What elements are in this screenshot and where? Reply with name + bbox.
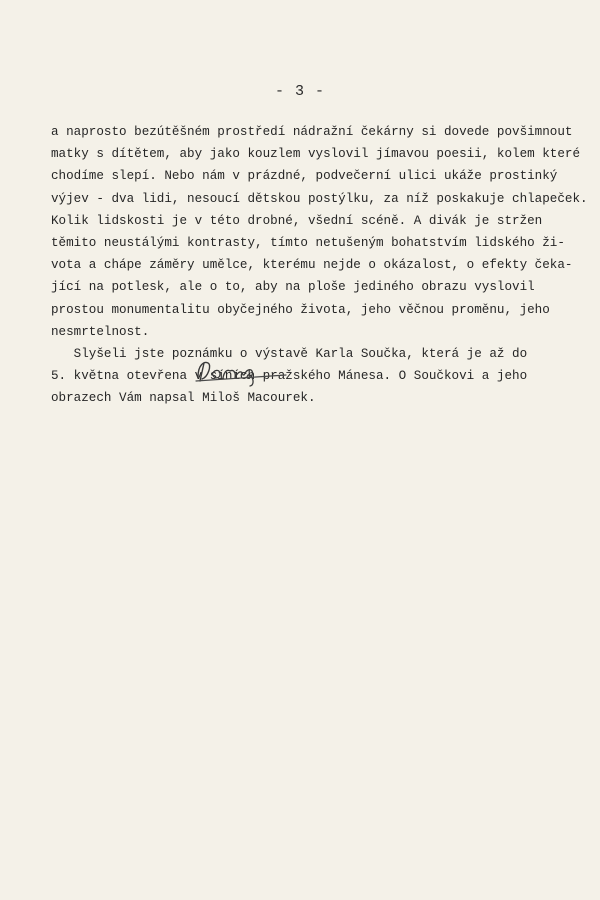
text-line: Slyšeli jste poznámku o výstavě Karla Součka, která je až do [51, 346, 528, 361]
text-line: vota a chápe záměry umělce, kterému nejde o okázalost, o efekty čeka- [51, 258, 573, 273]
text-line: matky s dítětem, aby jako kouzlem vyslovil jímavou poesii, kolem které [51, 147, 581, 162]
text-line: Kolik lidskosti je v této drobné, všední scéně. A divák je stržen [51, 213, 543, 228]
page-number: - 3 - [274, 83, 325, 100]
text-line: obrazech Vám napsal Miloš Macourek. [51, 391, 316, 406]
text-line: 5. května otevřena v síních pražského Mánesa. O Součkovi a jeho [51, 369, 528, 384]
paragraph-1 [51, 121, 591, 343]
text-line: těmito neustálými kontrasty, tímto netušeným bohatstvím lidského ži- [51, 235, 565, 250]
handwritten-signature [194, 355, 290, 387]
text-line: prostou monumentalitu obyčejného života, jeho věčnou proměnu, jeho [51, 302, 550, 317]
document-body [51, 121, 591, 409]
text-line: chodíme slepí. Nebo nám v prázdné, podvečerní ulici ukáže prostinký [51, 169, 558, 184]
paragraph-2 [51, 343, 591, 410]
text-line: jící na potlesk, ale o to, aby na ploše jediného obrazu vyslovil [51, 280, 535, 295]
text-line: výjev - dva lidi, nesoucí dětskou postýlku, za níž poskakuje chlapeček. [51, 191, 588, 206]
text-line: nesmrtelnost. [51, 324, 150, 339]
text-line: a naprosto bezútěšném prostředí nádražní čekárny si dovede povšimnout [51, 125, 573, 139]
